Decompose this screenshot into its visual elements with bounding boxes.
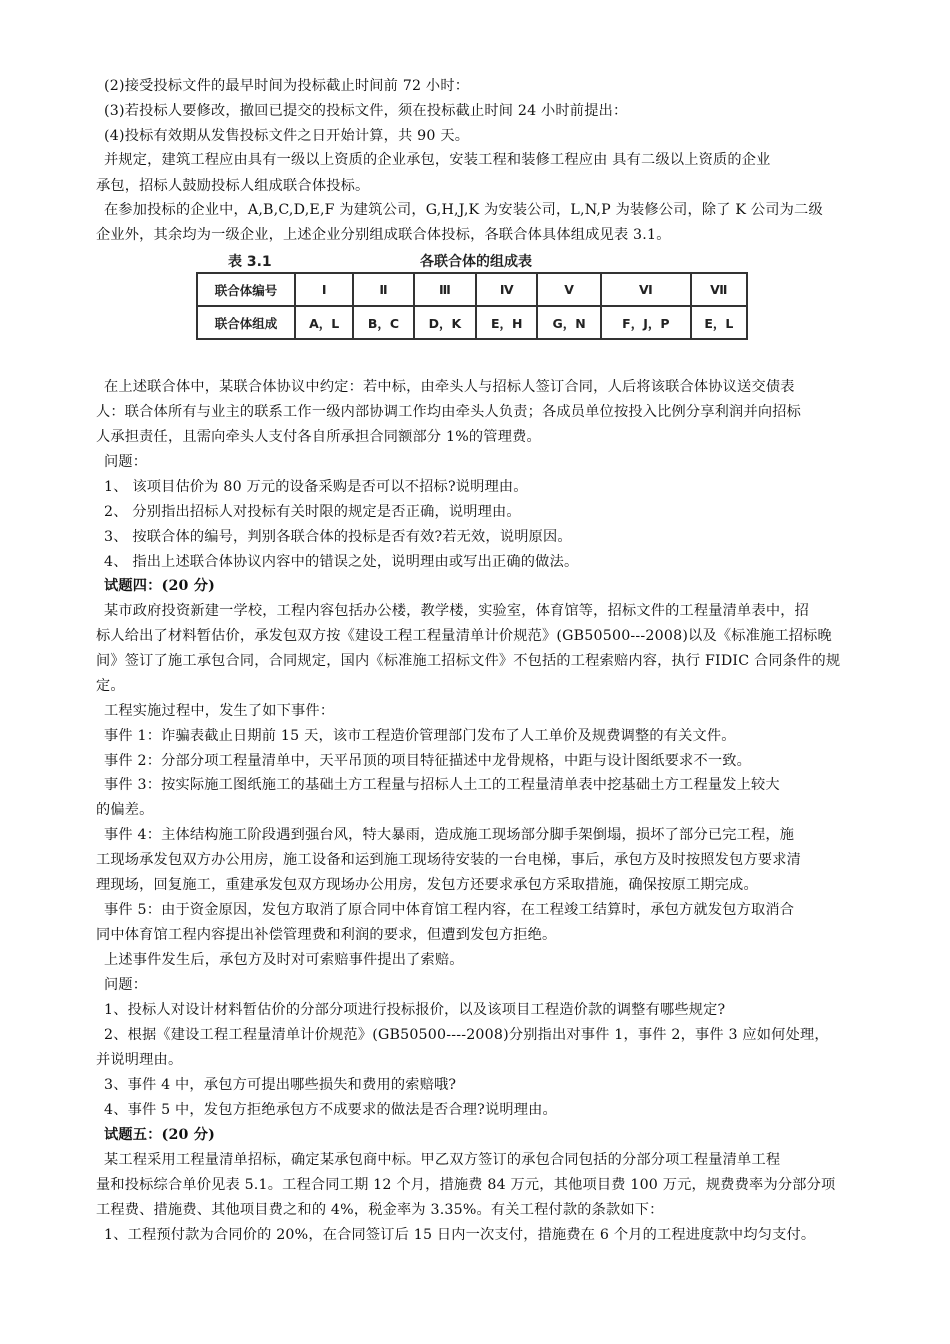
table-cell: Ⅵ (601, 273, 691, 306)
table-cell: Ⅳ (476, 273, 537, 306)
text-line: (2)接受投标文件的最早时间为投标截止时间前 72 小时： (104, 78, 470, 94)
section-heading: 试题四：(20 分) (104, 578, 216, 594)
table-cell: E，L (691, 306, 747, 339)
text-line: 3、事件 4 中，承包方可提出哪些损失和费用的索赔哦? (104, 1077, 457, 1093)
table-cell: Ⅴ (537, 273, 601, 306)
table-cell: Ⅶ (691, 273, 747, 306)
text-line: 4、事件 5 中，发包方拒绝承包方不成要求的做法是否合理?说明理由。 (104, 1102, 557, 1118)
table-cell: Ⅲ (414, 273, 477, 306)
text-line: 人承担责任，且需向牵头人支付各自所承担合同额部分 1%的管理费。 (96, 429, 541, 445)
text-line: 1、投标人对设计材料暂估价的分部分项进行投标报价，以及该项目工程造价款的调整有哪些规定? (104, 1002, 726, 1018)
text-line: 理现场，回复施工，重建承发包双方现场办公用房，发包方还要求承包方采取措施，确保按原工期完成。 (96, 877, 758, 893)
text-line: 同中体育馆工程内容提出补偿管理费和利润的要求，但遭到发包方拒绝。 (96, 927, 557, 943)
text-line: 事件 2：分部分项工程量清单中，天平吊顶的项目特征描述中龙骨规格，中距与设计图纸要求不一致。 (104, 753, 751, 769)
table-row (197, 306, 747, 339)
table-title: 各联合体的组成表 (420, 254, 532, 270)
table-cell: D，K (414, 306, 477, 339)
text-line: 事件 3：按实际施工图纸施工的基础土方工程量与招标人土工的工程量清单表中挖基础土方工程量发上较大 (104, 777, 780, 793)
text-line: 4、 指出上述联合体协议内容中的错误之处，说明理由或写出正确的做法。 (104, 554, 579, 570)
table-cell: F，J，P (601, 306, 691, 339)
text-line: 的偏差。 (96, 802, 154, 818)
text-line: 某工程采用工程量清单招标，确定某承包商中标。甲乙双方签订的承包合同包括的分部分项工程量清单工程 (104, 1152, 781, 1168)
table-header-cell: 联合体组成 (197, 306, 295, 339)
text-line: 事件 4：主体结构施工阶段遇到强台风，特大暴雨，造成施工现场部分脚手架倒塌，损坏了部分已完工程，施 (104, 827, 795, 843)
text-line: 企业外，其余均为一级企业，上述企业分别组成联合体投标，各联合体具体组成见表 3.1。 (96, 227, 671, 243)
text-line: 问题： (104, 977, 148, 993)
text-line: 事件 1：诈骗表截止日期前 15 天，该市工程造价管理部门发布了人工单价及规费调整的有关文件。 (104, 728, 736, 744)
text-line: 量和投标综合单价见表 5.1。工程合同工期 12 个月，措施费 84 万元，其他项目费 100 万元，规费费率为分部分项 (96, 1177, 836, 1193)
text-line: (3)若投标人要修改，撤回已提交的投标文件，须在投标截止时间 24 小时前提出： (104, 103, 628, 119)
text-line: 定。 (96, 678, 125, 694)
text-line: 工程实施过程中，发生了如下事件： (104, 703, 335, 719)
text-line: 2、 分别指出招标人对投标有关时限的规定是否正确，说明理由。 (104, 504, 521, 520)
text-line: 3、 按联合体的编号，判别各联合体的投标是否有效?若无效，说明原因。 (104, 529, 572, 545)
text-line: 人：联合体所有与业主的联系工作一级内部协调工作均由牵头人负责；各成员单位按投入比例分享利润并向招标 (96, 404, 801, 420)
table-cell: E，H (476, 306, 537, 339)
text-line: 问题： (104, 454, 148, 470)
table-cell: G，N (537, 306, 601, 339)
text-line: 1、工程预付款为合同价的 20%，在合同签订后 15 日内一次支付，措施费在 6 个月的工程进度款中均匀支付。 (104, 1227, 816, 1243)
section-heading: 试题五：(20 分) (104, 1127, 216, 1143)
text-line: 标人给出了材料暂估价，承发包双方按《建设工程工程量清单计价规范》(GB50500---2008)以及《标准施工招标晚 (96, 628, 832, 644)
text-line: 2、根据《建设工程工程量清单计价规范》(GB50500----2008)分别指出对事件 1，事件 2，事件 3 应如何处理， (104, 1027, 829, 1043)
text-line: 工现场承发包双方办公用房，施工设备和运到施工现场待安装的一台电梯，事后，承包方及时按照发包方要求清 (96, 852, 801, 868)
text-line: 并说明理由。 (96, 1052, 183, 1068)
table-cell: B，C (353, 306, 413, 339)
table-number: 表 3.1 (228, 254, 272, 270)
text-line: (4)投标有效期从发售投标文件之日开始计算，共 90 天。 (104, 128, 470, 144)
text-line: 在上述联合体中，某联合体协议中约定：若中标，由牵头人与招标人签订合同，人后将该联合体协议送交债表 (104, 379, 795, 395)
table-caption (228, 251, 748, 271)
text-line: 在参加投标的企业中，A,B,C,D,E,F 为建筑公司，G,H,J,K 为安装公司，L,N,P 为装修公司，除了 K 公司为二级 (104, 202, 823, 218)
consortium-table (196, 272, 748, 340)
table-cell: Ⅰ (295, 273, 353, 306)
text-line: 事件 5：由于资金原因，发包方取消了原合同中体育馆工程内容，在工程竣工结算时，承包方就发包方取消合 (104, 902, 795, 918)
text-line: 1、 该项目估价为 80 万元的设备采购是否可以不招标?说明理由。 (104, 479, 528, 495)
table-row (197, 273, 747, 306)
text-line: 承包，招标人鼓励投标人组成联合体投标。 (96, 178, 370, 194)
text-line: 间》签订了施工承包合同，合同规定，国内《标准施工招标文件》不包括的工程索赔内容，执行 FIDIC 合同条件的规 (96, 653, 841, 669)
table-cell: A，L (295, 306, 353, 339)
table-cell: Ⅱ (353, 273, 413, 306)
table-header-cell: 联合体编号 (197, 273, 295, 306)
text-line: 某市政府投资新建一学校，工程内容包括办公楼，教学楼，实验室，体育馆等，招标文件的工程量清单表中，招 (104, 603, 809, 619)
text-line: 工程费、措施费、其他项目费之和的 4%，税金率为 3.35%。有关工程付款的条款如下： (96, 1202, 664, 1218)
text-line: 上述事件发生后，承包方及时对可索赔事件提出了索赔。 (104, 952, 464, 968)
text-line: 并规定，建筑工程应由具有一级以上资质的企业承包，安装工程和装修工程应由 具有二级以上资质的企业 (104, 152, 771, 168)
